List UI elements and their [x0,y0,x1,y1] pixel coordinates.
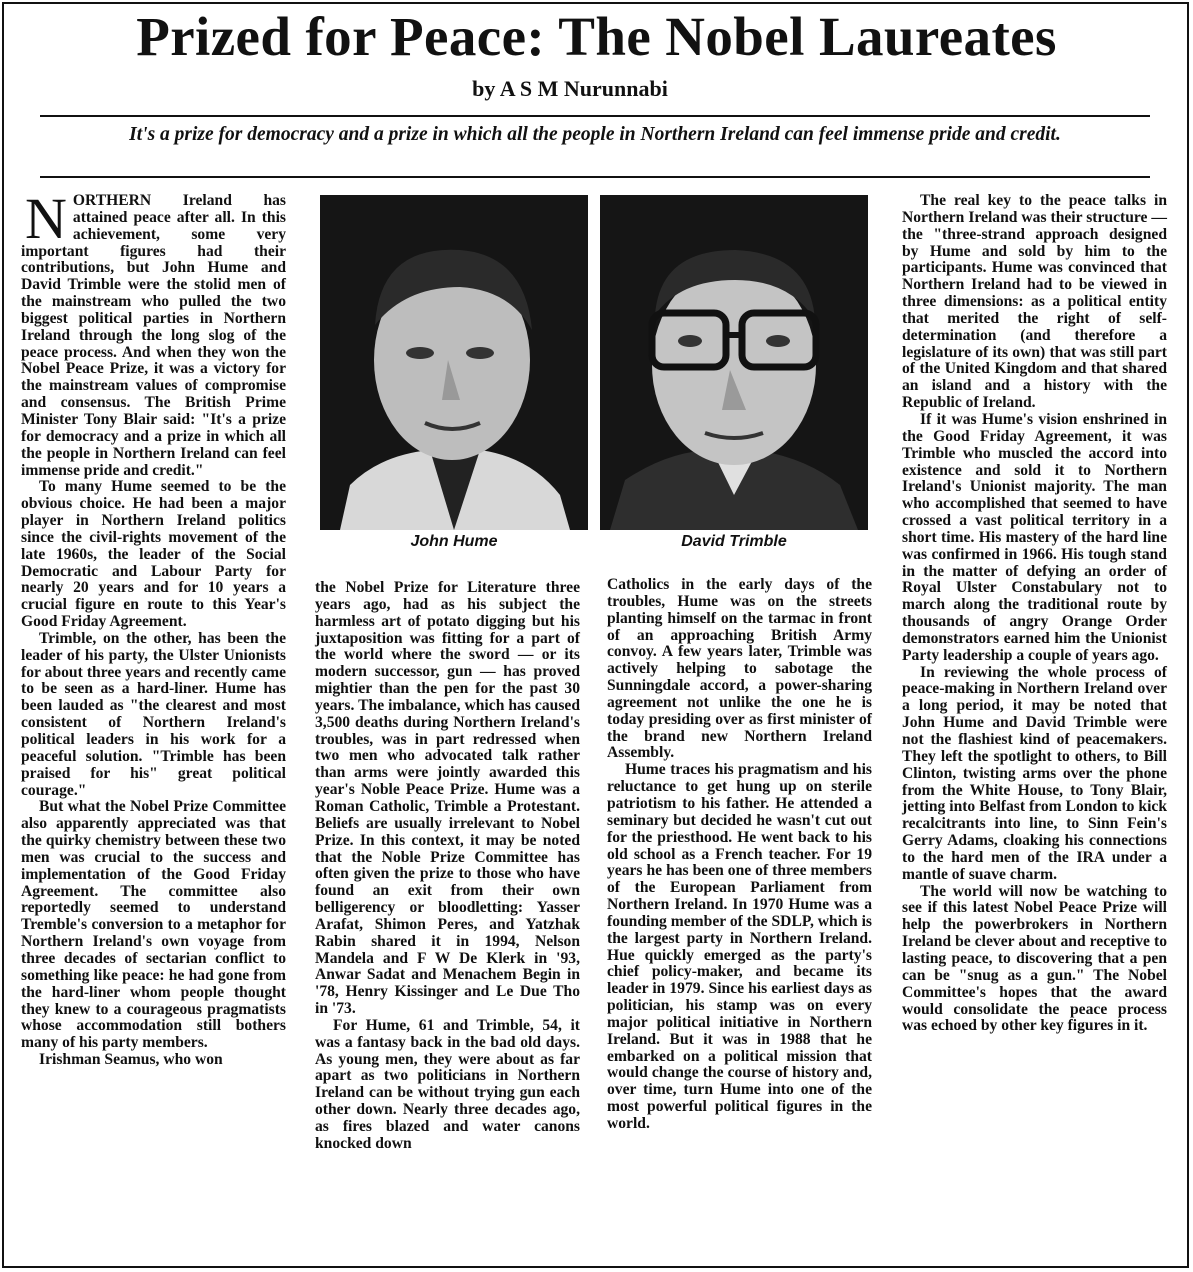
paragraph: Catholics in the early days of the troubles, Hume was on the streets planting himself on the tarmac in front of an approaching British Army convoy. A few years later, Trimble was actively helping to sabotage the Sunningdale accord, a power-sharing agreement not unlike the one he is today presiding over as first minister of the brand new Northern Ireland Assembly. [607,576,872,762]
caption-david-trimble: David Trimble [681,533,787,550]
paragraph: In reviewing the whole process of peace-making in Northern Ireland over a long period, it may be noted that John Hume and David Trimble were not the flashiest kind of peacemakers. They left the spotlight to others, to Bill Clinton, twisting arms over the phone from the White House, to Tony Blair, jetting into Belfast from London to kick recalcitrants into line, to Sinn Fein's Gerry Adams, cloaking his connections to the hard men of the IRA under a mantle of suave charm. [902,663,1167,883]
paragraph: The real key to the peace talks in Northern Ireland was their structure — the "three-strand approach designed by Hume and sold by him to the participants. Hume was convinced that Northern Ireland had to be viewed in three dimensions: as a political entity that merited the right of self-determination (and therefore a legislature of its own) that was still part of the United Kingdom and that shared an island and a history with the Republic of Ireland. [902,192,1167,412]
headline: Prized for Peace: The Nobel Laureates [136,6,1057,67]
column-4 [902,193,1167,1035]
paragraph: Trimble, on the other, has been the leader of his party, the Ulster Unionists for about three years and recently came to be seen as a hard-liner. Hume has been lauded as "the clearest and most consistent of Northern Ireland's political leaders in his work for a peaceful solution. "Trimble has been praised for his" great political courage." [21,629,286,799]
paragraph: the Nobel Prize for Literature three years ago, had as his subject the harmless art of potato digging but his juxtaposition was fitting for a part of the world where the sword — or its modern successor, gun — has proved mightier than the pen for the past 30 years. The imbalance, which has caused 3,500 deaths during Northern Ireland's troubles, was in part redressed when two men who advocated talk rather than arms were jointly awarded this year's Noble Peace Prize. Hume was a Roman Catholic, Trimble a Protestant. Beliefs are usually irrelevant to Nobel Prize. In this context, it may be noted that the Noble Prize Committee has often given the prize to those who have found an exit from their own belligerency or bloodletting: Yasser Arafat, Shimon Peres, and Yatzhak Rabin shared it in 1994, Nelson Mandela and F W De Klerk in '93, Anwar Sadat and Menachem Begin in '78, Henry Kissinger and Le Due Tho in '73. [315,579,580,1018]
paragraph: Hume traces his pragmatism and his reluctance to get hung up on sterile patriotism to his father. He attended a seminary but decided he wasn't cut out for the priesthood. He went back to his old school as a French teacher. For 19 years he has been one of three members of the European Parliament from Northern Ireland. In 1970 Hume was a founding member of the SDLP, which is the largest party in Northern Ireland. Hue quickly emerged as the party's chief policy-maker, and became its leader in 1979. Since his earliest days as politician, his stamp was on every major political initiative in Northern Ireland. But it was in 1988 that he embarked on a political mission that would change the course of history and, over time, turn Hume into one of the most powerful political figures in the world. [607,761,872,1132]
rule-top [40,115,1150,117]
david-trimble-photo [600,195,868,530]
paragraph: But what the Nobel Prize Committee also apparently appreciated was that the quirky chemistry between these two men was crucial to the success and implementation of the Good Friday Agreement. The committee also reportedly seemed to understand Tremble's conversion to a metaphor for Northern Ireland's own voyage from three decades of sectarian conflict to something like peace: he had gone from the hard-liner whom people thought they knew to a courageous pragmatists whose accommodation still bothers many of his party members. [21,798,286,1052]
paragraph: Irishman Seamus, who won [39,1051,223,1069]
paragraph: If it was Hume's vision enshrined in the Good Friday Agreement, it was Trimble who muscled the accord into existence and sold it to Northern Ireland's Unionist majority. The man who accomplished that seemed to have crossed a vast political territory in a short time. His mastery of the hard line was confirmed in 1966. His tough stand in the matter of defying an order of Royal Ulster Constabulary not to march along the traditional route by thousands of angry Orange Order demonstrators earned him the Unionist Party leadership a couple of years ago. [902,410,1167,664]
drop-cap: N [25,186,67,251]
rule-bottom [40,176,1150,178]
byline: by A S M Nurunnabi [472,76,668,101]
paragraph: For Hume, 61 and Trimble, 54, it was a fantasy back in the bad old days. As young men, they were about as far apart as two politicians in Northern Ireland can be without trying gun each other down. Nearly three decades ago, as fires blazed and water canons knocked down [315,1016,580,1152]
column-2 [315,580,580,1153]
john-hume-photo [320,195,588,530]
pull-quote: It's a prize for democracy and a prize in which all the people in Northern Ireland can feel immense pride and credit. [129,124,1061,145]
caption-john-hume: John Hume [410,533,498,550]
paragraph: NORTHERN Ireland has attained peace after all. In this achievement, some very important figures had their contributions, but John Hume and David Trimble were the stolid men of the mainstream who pulled the two biggest political parties in Northern Ireland through the long slog of the peace process. And when they won the Nobel Peace Prize, it was a victory for the mainstream values of compromise and consensus. The British Prime Minister Tony Blair said: "It's a prize for democracy and a prize in which all the people in Northern Ireland can feel immense pride and credit." [21,186,286,479]
column-1 [21,186,286,1069]
column-3 [607,577,872,1133]
paragraph: To many Hume seemed to be the obvious choice. He had been a major player in Northern Ireland politics since the civil-rights movement of the late 1960s, the leader of the Social Democratic and Labour Party for nearly 20 years and for 10 years a crucial figure en route to this Year's Good Friday Agreement. [21,478,286,631]
paragraph: The world will now be watching to see if this latest Nobel Peace Prize will help the powerbrokers in Northern Ireland be clever about and receptive to lasting peace, to discovering that a pen can be "snug as a gun." The Nobel Committee's hopes that the award would consolidate the peace process was echoed by other key figures in it. [902,882,1167,1035]
